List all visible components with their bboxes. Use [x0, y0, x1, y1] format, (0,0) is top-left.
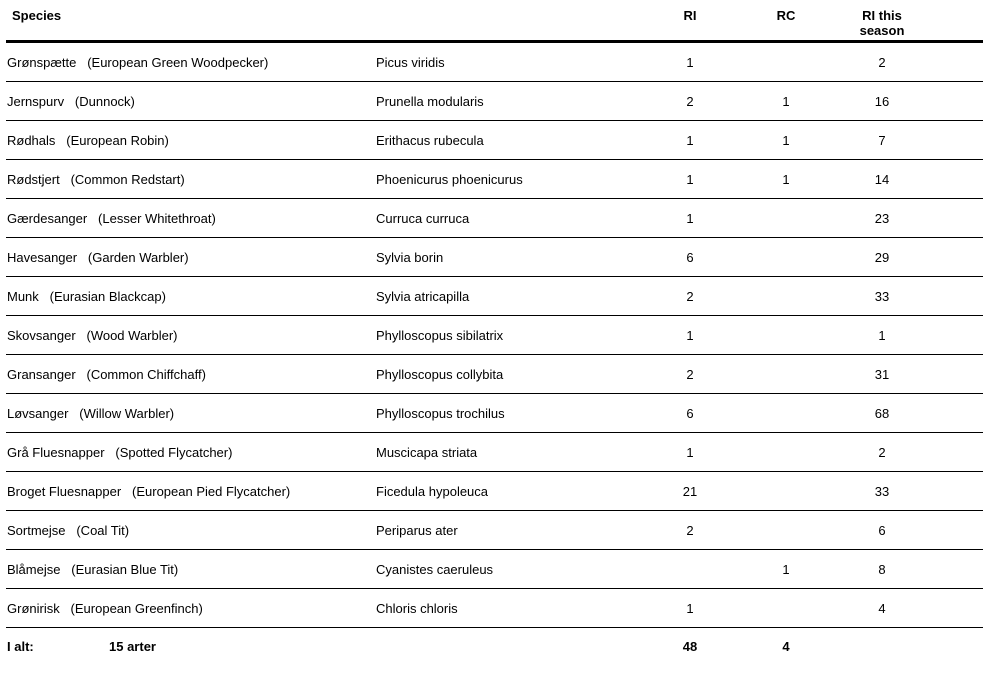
- table-row: [6, 433, 983, 472]
- ri-value: 1: [686, 601, 694, 616]
- table-row: [6, 316, 983, 355]
- ri-season-value: 16: [874, 94, 890, 109]
- table-row: [6, 589, 983, 628]
- ri-value: 1: [686, 55, 694, 70]
- species-table: [6, 0, 983, 666]
- ri-value: 1: [686, 211, 694, 226]
- latin-name: Phoenicurus phoenicurus: [376, 172, 523, 187]
- ri-value: 2: [686, 523, 694, 538]
- species-name: Skovsanger (Wood Warbler): [7, 328, 178, 343]
- rc-value: 1: [782, 94, 790, 109]
- header-ri-season: RI this season: [859, 8, 905, 38]
- rc-value: 1: [782, 172, 790, 187]
- species-name: Rødstjert (Common Redstart): [7, 172, 185, 187]
- ri-season-value: 29: [874, 250, 890, 265]
- ri-season-value: 33: [874, 289, 890, 304]
- species-name: Blåmejse (Eurasian Blue Tit): [7, 562, 179, 577]
- latin-name: Sylvia borin: [376, 250, 444, 265]
- table-row: [6, 160, 983, 199]
- table-row: [6, 550, 983, 589]
- species-name: Grå Fluesnapper (Spotted Flycatcher): [7, 445, 233, 460]
- ri-season-value: 31: [874, 367, 890, 382]
- table-row: [6, 511, 983, 550]
- species-name: Løvsanger (Willow Warbler): [7, 406, 175, 421]
- ri-season-value: 8: [878, 562, 886, 577]
- table-row: [6, 355, 983, 394]
- ri-value: 21: [682, 484, 698, 499]
- species-name: Broget Fluesnapper (European Pied Flycatcher): [7, 484, 291, 499]
- table-row: [6, 472, 983, 511]
- header-rc: RC: [776, 8, 796, 23]
- header-species: Species: [12, 8, 62, 23]
- ri-season-value: 33: [874, 484, 890, 499]
- ri-value: 1: [686, 172, 694, 187]
- latin-name: Sylvia atricapilla: [376, 289, 470, 304]
- latin-name: Chloris chloris: [376, 601, 458, 616]
- ri-season-value: 6: [878, 523, 886, 538]
- species-name: Rødhals (European Robin): [7, 133, 169, 148]
- latin-name: Phylloscopus trochilus: [376, 406, 505, 421]
- species-name: Sortmejse (Coal Tit): [7, 523, 130, 538]
- table-row: [6, 394, 983, 433]
- species-name: Grønirisk (European Greenfinch): [7, 601, 203, 616]
- latin-name: Prunella modularis: [376, 94, 484, 109]
- ri-value: 2: [686, 289, 694, 304]
- table-header: [6, 0, 983, 43]
- species-name: Gransanger (Common Chiffchaff): [7, 367, 206, 382]
- table-row: [6, 199, 983, 238]
- table-body: [6, 43, 983, 628]
- ri-season-value: 7: [878, 133, 886, 148]
- table-row: [6, 121, 983, 160]
- latin-name: Curruca curruca: [376, 211, 470, 226]
- table-row: [6, 277, 983, 316]
- species-name: Grønspætte (European Green Woodpecker): [7, 55, 269, 70]
- header-ri: RI: [683, 8, 697, 23]
- ri-value: 1: [686, 133, 694, 148]
- ri-season-value: 2: [878, 445, 886, 460]
- species-name: Gærdesanger (Lesser Whitethroat): [7, 211, 216, 226]
- species-name: Munk (Eurasian Blackcap): [7, 289, 166, 304]
- species-name: Havesanger (Garden Warbler): [7, 250, 189, 265]
- latin-name: Picus viridis: [376, 55, 445, 70]
- ri-value: 6: [686, 250, 694, 265]
- species-name: Jernspurv (Dunnock): [7, 94, 135, 109]
- table-row: [6, 82, 983, 121]
- table-row: [6, 238, 983, 277]
- total-species-count: 15 arter: [109, 639, 156, 654]
- ri-season-value: 68: [874, 406, 890, 421]
- ri-season-value: 4: [878, 601, 886, 616]
- ri-value: 2: [686, 367, 694, 382]
- latin-name: Phylloscopus sibilatrix: [376, 328, 504, 343]
- latin-name: Ficedula hypoleuca: [376, 484, 489, 499]
- latin-name: Muscicapa striata: [376, 445, 478, 460]
- latin-name: Periparus ater: [376, 523, 458, 538]
- ri-season-value: 1: [878, 328, 886, 343]
- ri-season-value: 14: [874, 172, 890, 187]
- total-rc: 4: [782, 639, 790, 654]
- ri-season-value: 23: [874, 211, 890, 226]
- ri-value: 6: [686, 406, 694, 421]
- rc-value: 1: [782, 133, 790, 148]
- table-row: [6, 43, 983, 82]
- total-ri: 48: [682, 639, 698, 654]
- ri-value: 2: [686, 94, 694, 109]
- ri-value: 1: [686, 328, 694, 343]
- ri-season-value: 2: [878, 55, 886, 70]
- total-label: I alt:: [7, 639, 34, 654]
- rc-value: 1: [782, 562, 790, 577]
- latin-name: Erithacus rubecula: [376, 133, 484, 148]
- ri-value: 1: [686, 445, 694, 460]
- latin-name: Phylloscopus collybita: [376, 367, 504, 382]
- latin-name: Cyanistes caeruleus: [376, 562, 494, 577]
- total-row: [6, 628, 983, 666]
